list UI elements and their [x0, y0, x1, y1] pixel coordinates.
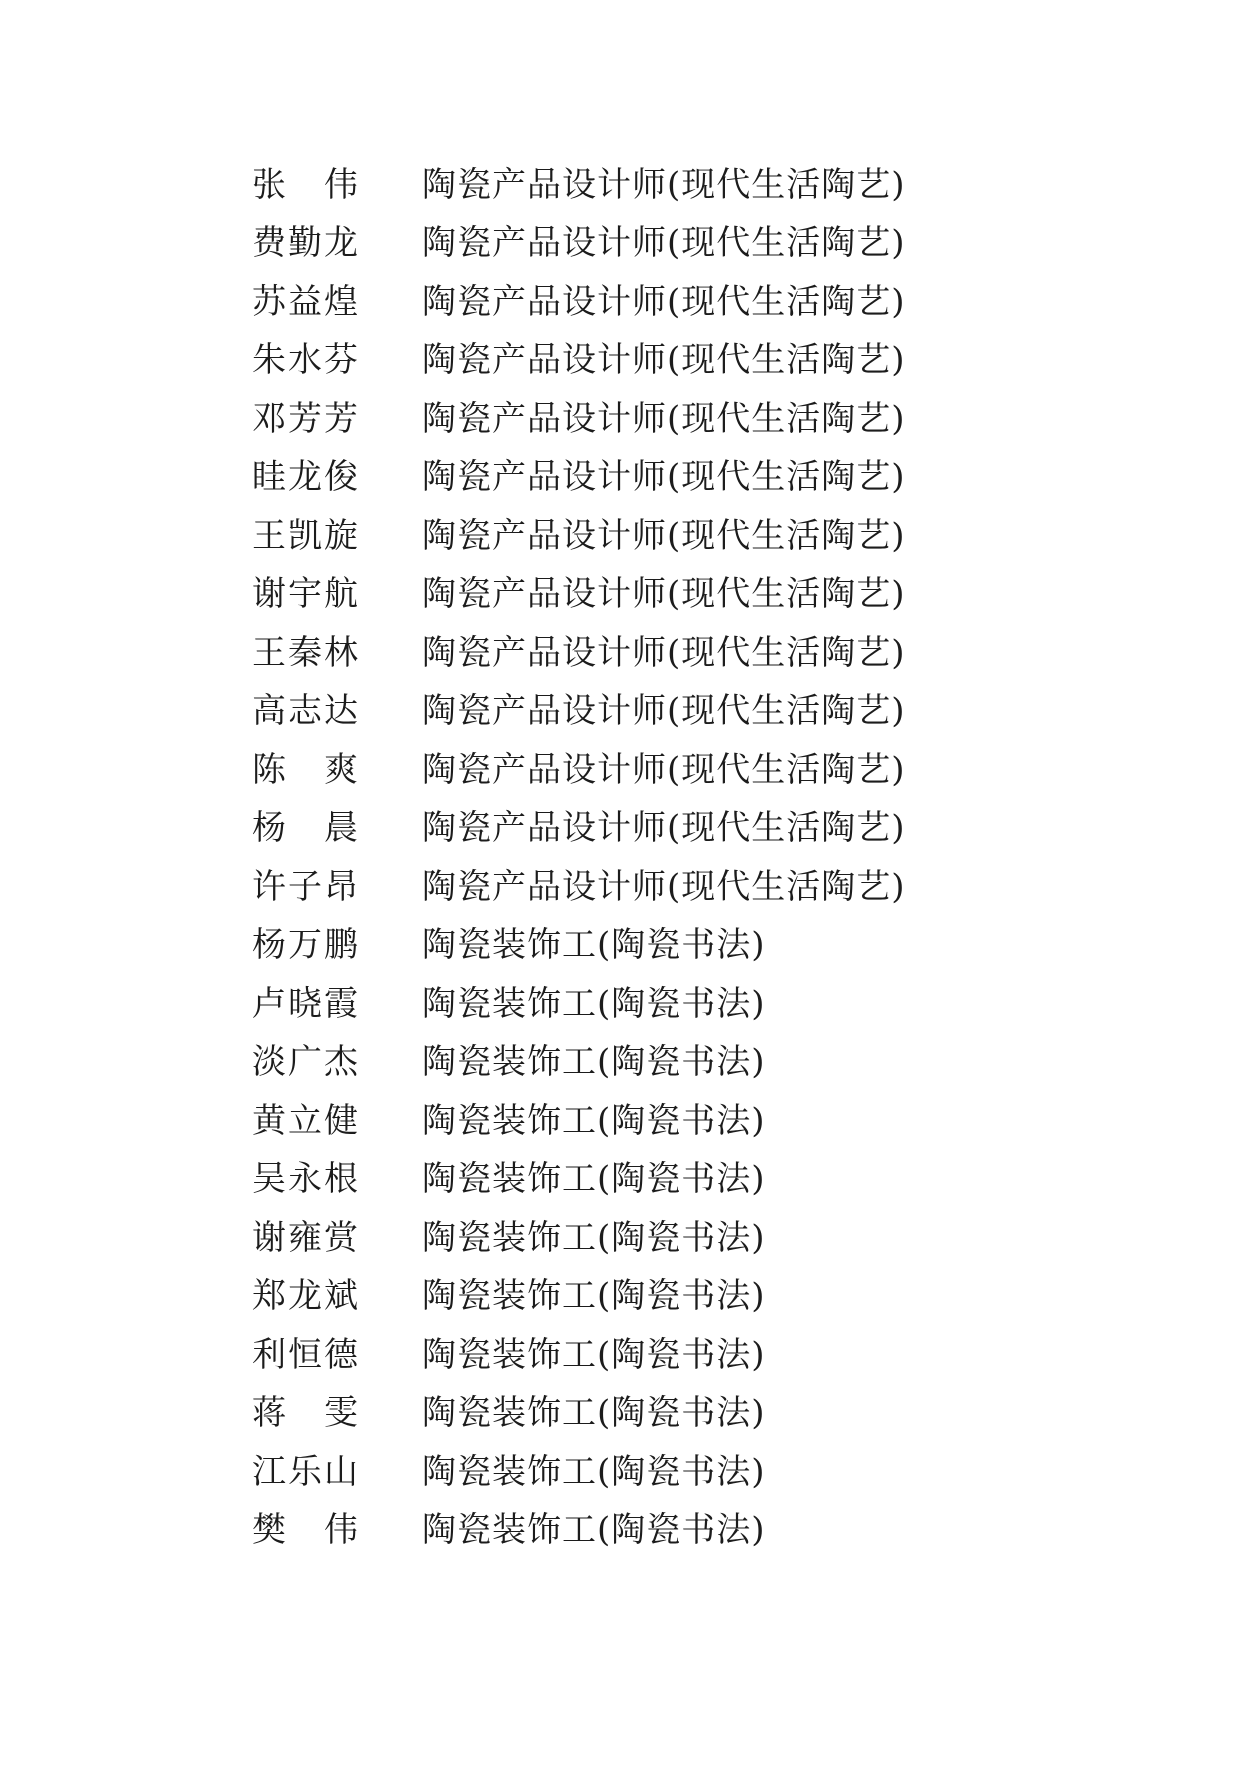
job-title: 陶瓷产品设计师(现代生活陶艺)	[422, 515, 906, 556]
job-title: 陶瓷装饰工(陶瓷书法)	[422, 1334, 766, 1375]
job-title: 陶瓷产品设计师(现代生活陶艺)	[422, 808, 906, 849]
person-name: 费勤龙	[252, 223, 360, 264]
job-title: 陶瓷产品设计师(现代生活陶艺)	[422, 340, 906, 381]
person-name: 王秦林	[252, 632, 360, 673]
person-name: 谢宇航	[252, 574, 360, 615]
list-item	[252, 971, 1052, 1030]
person-name: 蒋 雯	[252, 1393, 360, 1434]
list-item	[252, 1498, 1052, 1557]
job-title: 陶瓷装饰工(陶瓷书法)	[422, 1451, 766, 1492]
list-item	[252, 796, 1052, 855]
job-title: 陶瓷装饰工(陶瓷书法)	[422, 1217, 766, 1258]
list-item	[252, 269, 1052, 328]
person-name: 朱水芬	[252, 340, 360, 381]
list-item	[252, 211, 1052, 270]
list-item	[252, 1088, 1052, 1147]
job-title: 陶瓷装饰工(陶瓷书法)	[422, 925, 766, 966]
job-title: 陶瓷装饰工(陶瓷书法)	[422, 1510, 766, 1551]
job-title: 陶瓷产品设计师(现代生活陶艺)	[422, 574, 906, 615]
list-item	[252, 1322, 1052, 1381]
list-item	[252, 445, 1052, 504]
person-name: 张 伟	[252, 164, 360, 205]
list-item	[252, 328, 1052, 387]
person-name: 郑龙斌	[252, 1276, 360, 1317]
job-title: 陶瓷产品设计师(现代生活陶艺)	[422, 164, 906, 205]
person-name: 江乐山	[252, 1451, 360, 1492]
job-title: 陶瓷装饰工(陶瓷书法)	[422, 1159, 766, 1200]
list-item	[252, 386, 1052, 445]
list-item	[252, 913, 1052, 972]
person-name: 利恒德	[252, 1334, 360, 1375]
person-name: 黄立健	[252, 1100, 360, 1141]
list-item	[252, 854, 1052, 913]
person-name: 王凯旋	[252, 515, 360, 556]
list-item	[252, 737, 1052, 796]
job-title: 陶瓷产品设计师(现代生活陶艺)	[422, 691, 906, 732]
job-title: 陶瓷产品设计师(现代生活陶艺)	[422, 281, 906, 322]
job-title: 陶瓷装饰工(陶瓷书法)	[422, 1100, 766, 1141]
list-item	[252, 679, 1052, 738]
person-name: 谢雍赏	[252, 1217, 360, 1258]
job-title: 陶瓷装饰工(陶瓷书法)	[422, 1393, 766, 1434]
person-name: 樊 伟	[252, 1510, 360, 1551]
person-name: 杨 晨	[252, 808, 360, 849]
list-item	[252, 1381, 1052, 1440]
person-name: 陈 爽	[252, 749, 360, 790]
list-item	[252, 562, 1052, 621]
person-name: 卢晓霞	[252, 983, 360, 1024]
job-title: 陶瓷产品设计师(现代生活陶艺)	[422, 398, 906, 439]
job-title: 陶瓷装饰工(陶瓷书法)	[422, 1276, 766, 1317]
job-title: 陶瓷装饰工(陶瓷书法)	[422, 1042, 766, 1083]
person-name: 淡广杰	[252, 1042, 360, 1083]
list-item	[252, 152, 1052, 211]
person-name: 许子昂	[252, 866, 360, 907]
list-item	[252, 1264, 1052, 1323]
person-name: 苏益煌	[252, 281, 360, 322]
person-name: 吴永根	[252, 1159, 360, 1200]
job-title: 陶瓷产品设计师(现代生活陶艺)	[422, 749, 906, 790]
list-item	[252, 1439, 1052, 1498]
job-title: 陶瓷产品设计师(现代生活陶艺)	[422, 457, 906, 498]
list-item	[252, 1205, 1052, 1264]
person-name: 眭龙俊	[252, 457, 360, 498]
person-name: 高志达	[252, 691, 360, 732]
job-title: 陶瓷产品设计师(现代生活陶艺)	[422, 632, 906, 673]
list-item	[252, 1147, 1052, 1206]
job-title: 陶瓷装饰工(陶瓷书法)	[422, 983, 766, 1024]
list-item	[252, 1030, 1052, 1089]
job-title: 陶瓷产品设计师(现代生活陶艺)	[422, 223, 906, 264]
person-name: 邓芳芳	[252, 398, 360, 439]
list-item	[252, 620, 1052, 679]
name-list	[252, 152, 1052, 1556]
job-title: 陶瓷产品设计师(现代生活陶艺)	[422, 866, 906, 907]
list-item	[252, 503, 1052, 562]
person-name: 杨万鹏	[252, 925, 360, 966]
